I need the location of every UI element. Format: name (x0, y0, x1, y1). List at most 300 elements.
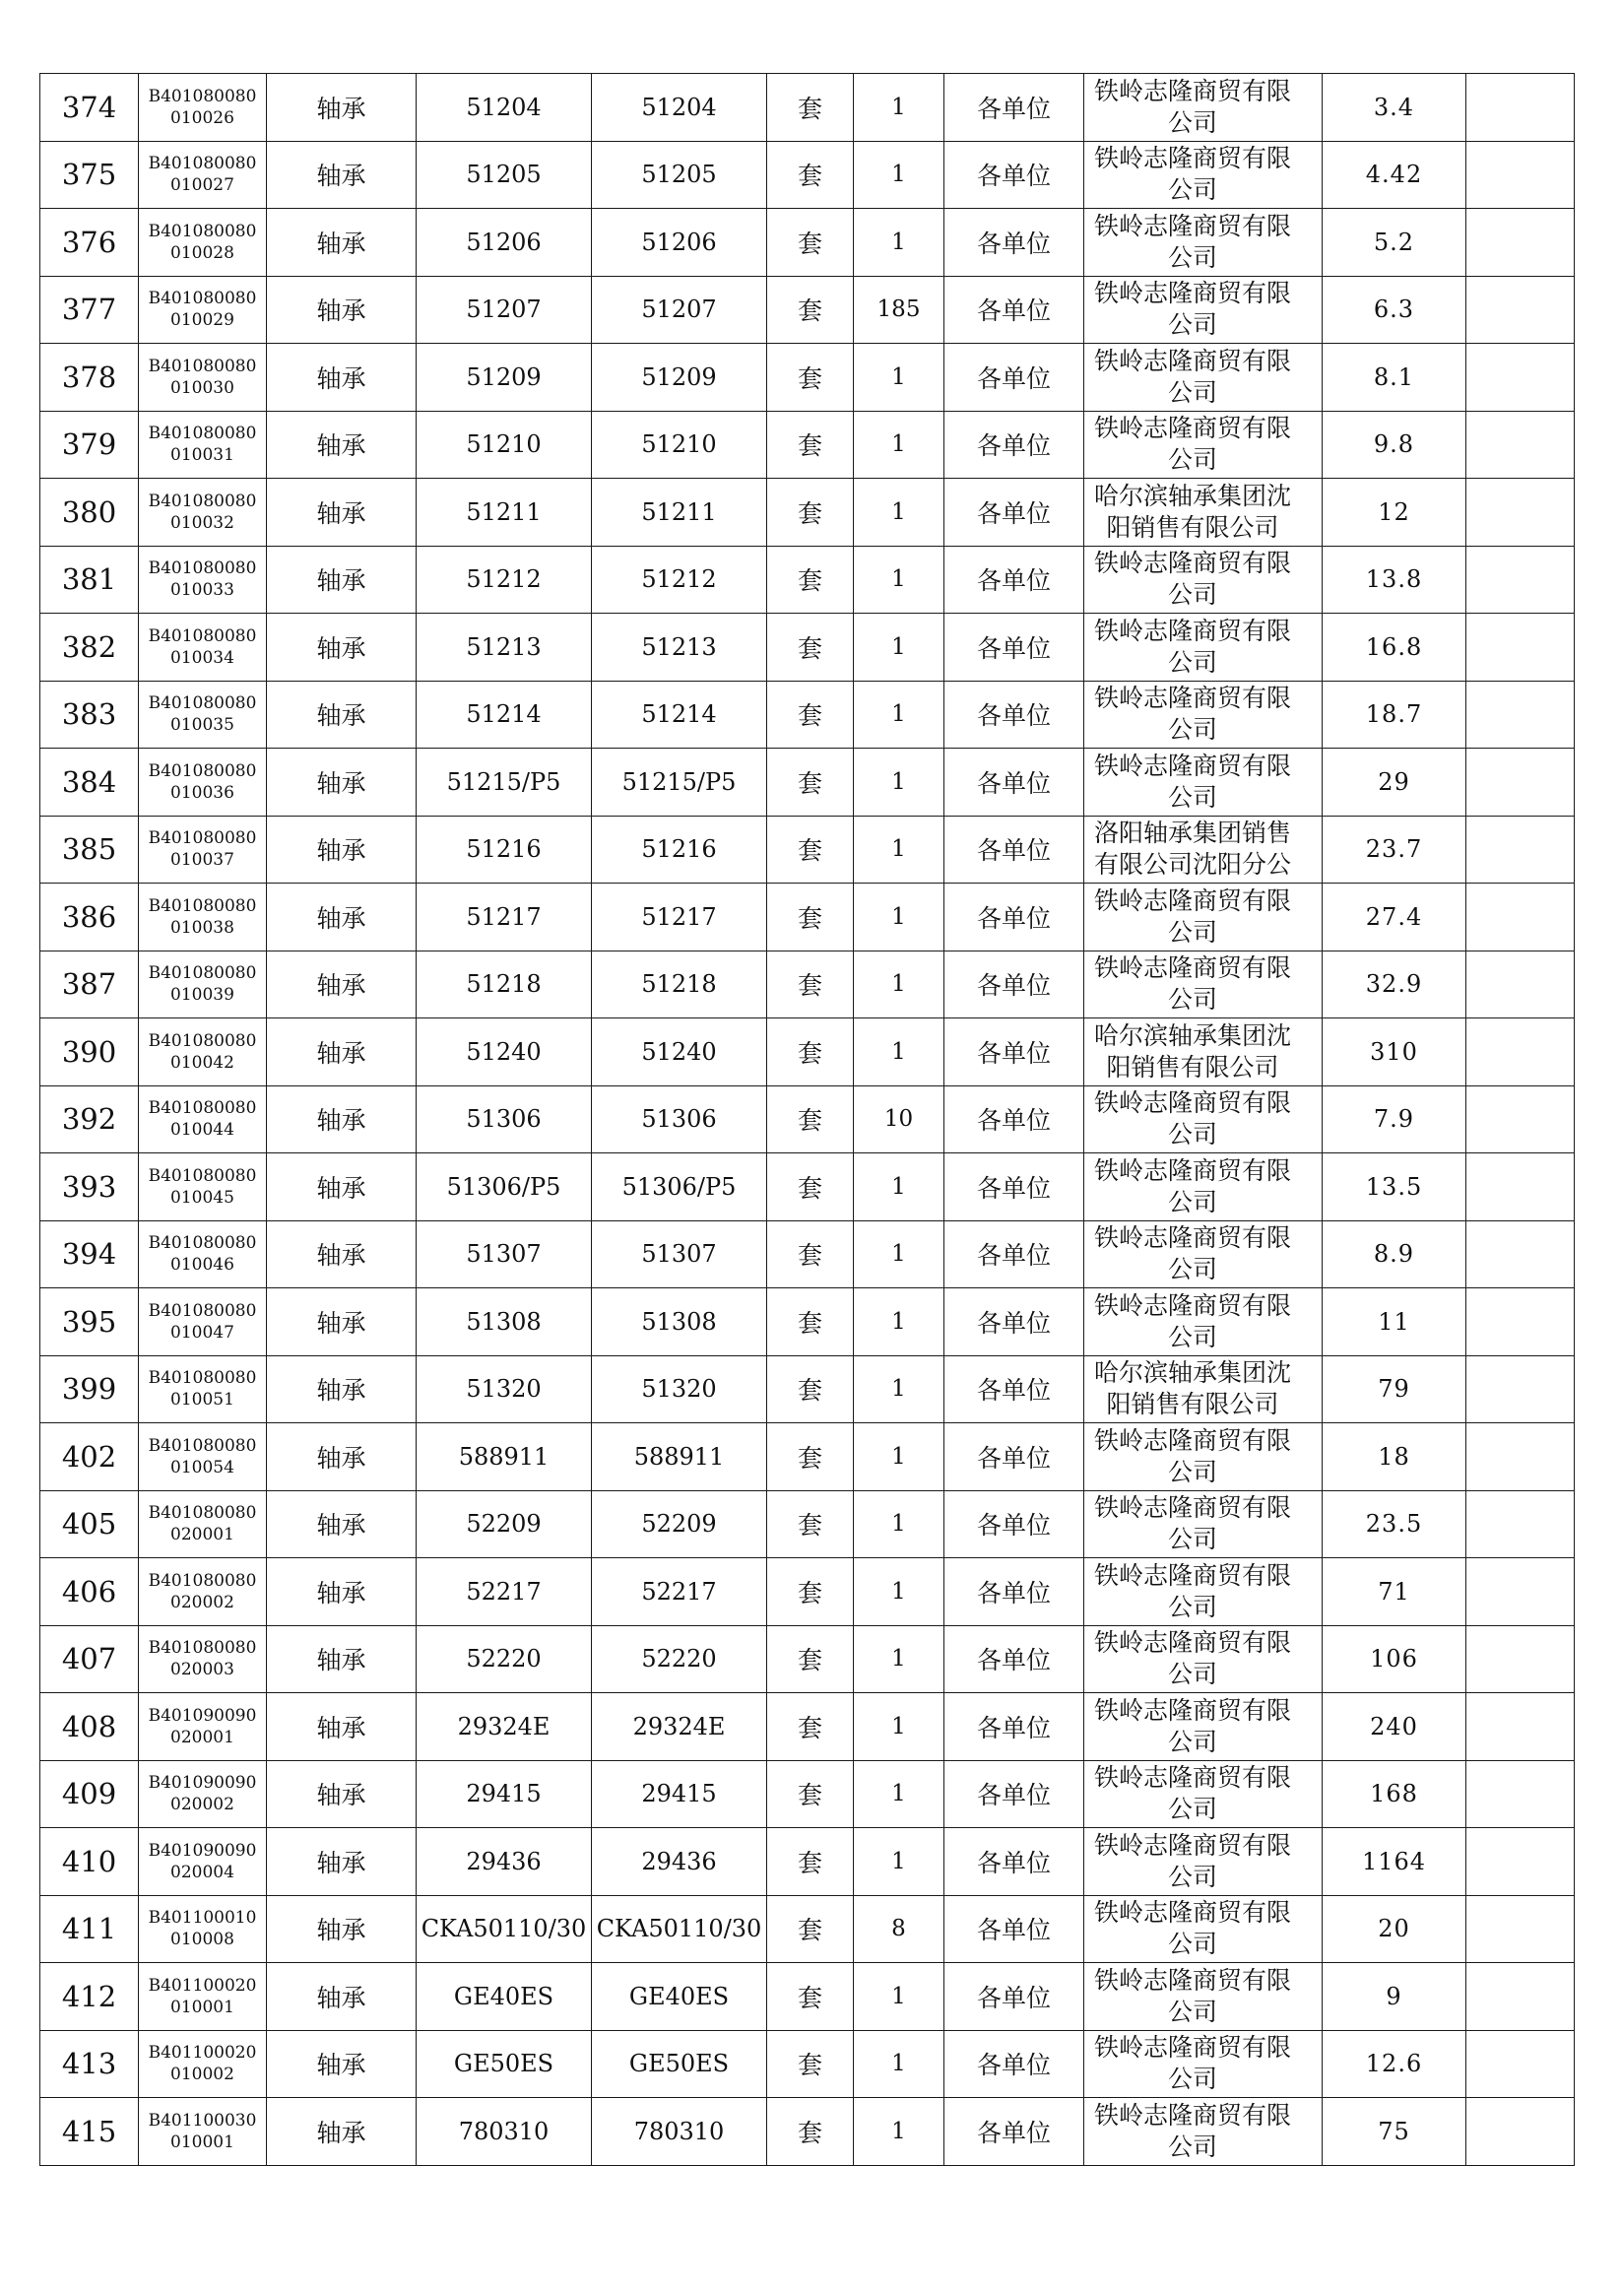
material-code-part: B401080080 (148, 963, 257, 984)
supplier-name: 铁岭志隆商贸有限公司 (1093, 1830, 1291, 1891)
unit-cell: 套 (767, 816, 854, 884)
quantity-cell: 1 (854, 141, 944, 209)
material-code-part: B401100020 (148, 2043, 257, 2064)
material-code-cell (139, 951, 267, 1018)
price-cell: 13.5 (1323, 1153, 1466, 1221)
model-cell: GE50ES (417, 2030, 592, 2098)
serial-number-cell: 399 (40, 1355, 139, 1423)
quantity-cell: 1 (854, 1693, 944, 1761)
department-cell: 各单位 (944, 209, 1084, 277)
material-code-cell (139, 411, 267, 479)
department-cell: 各单位 (944, 1490, 1084, 1558)
material-code-part: B401080080 (148, 491, 257, 511)
material-name-cell: 轴承 (267, 1355, 417, 1423)
material-code-cell (139, 141, 267, 209)
material-code-part: B401080080 (148, 1165, 257, 1186)
table-row (40, 749, 1575, 817)
material-code-cell (139, 479, 267, 547)
supplier-cell (1084, 1693, 1323, 1761)
price-cell: 8.1 (1323, 344, 1466, 412)
table-row (40, 276, 1575, 344)
serial-number-cell: 382 (40, 614, 139, 682)
quantity-cell: 10 (854, 1085, 944, 1153)
department-cell: 各单位 (944, 1693, 1084, 1761)
quantity-cell: 185 (854, 276, 944, 344)
material-code-part: 010038 (170, 917, 234, 938)
table-row (40, 344, 1575, 412)
material-code-part: B401080080 (148, 1233, 257, 1254)
material-name-cell: 轴承 (267, 1963, 417, 2031)
spec-cell: 51308 (592, 1288, 767, 1356)
quantity-cell: 1 (854, 681, 944, 749)
supplier-name: 铁岭志隆商贸有限公司 (1093, 1763, 1291, 1824)
supplier-name: 铁岭志隆商贸有限公司 (1093, 549, 1291, 610)
material-code-part: B401080080 (148, 1503, 257, 1524)
price-cell: 71 (1323, 1558, 1466, 1626)
material-code-part: 010001 (170, 1997, 234, 2017)
price-cell: 12 (1323, 479, 1466, 547)
unit-cell: 套 (767, 614, 854, 682)
supplier-cell (1084, 1288, 1323, 1356)
supplier-name: 铁岭志隆商贸有限公司 (1093, 616, 1291, 677)
supplier-cell (1084, 1558, 1323, 1626)
note-cell (1466, 411, 1575, 479)
spec-cell: 51307 (592, 1220, 767, 1288)
quantity-cell: 1 (854, 1963, 944, 2031)
supplier-cell (1084, 411, 1323, 479)
note-cell (1466, 1558, 1575, 1626)
department-cell: 各单位 (944, 1288, 1084, 1356)
department-cell: 各单位 (944, 411, 1084, 479)
material-code-cell (139, 1220, 267, 1288)
price-cell: 8.9 (1323, 1220, 1466, 1288)
unit-cell: 套 (767, 344, 854, 412)
table-row (40, 74, 1575, 142)
supplier-cell (1084, 2098, 1323, 2166)
department-cell: 各单位 (944, 1220, 1084, 1288)
quantity-cell: 8 (854, 1895, 944, 1963)
material-code-part: B401100030 (148, 2110, 257, 2131)
department-cell: 各单位 (944, 749, 1084, 817)
quantity-cell: 1 (854, 1558, 944, 1626)
supplier-name: 铁岭志隆商贸有限公司 (1093, 1425, 1291, 1486)
unit-cell: 套 (767, 1828, 854, 1896)
price-cell: 240 (1323, 1693, 1466, 1761)
material-code-part: B401080080 (148, 424, 257, 444)
material-name-cell: 轴承 (267, 1490, 417, 1558)
table-row (40, 479, 1575, 547)
supplier-name: 哈尔滨轴承集团沈阳销售有限公司 (1093, 1020, 1291, 1082)
material-name-cell: 轴承 (267, 546, 417, 614)
model-cell: GE40ES (417, 1963, 592, 2031)
unit-cell: 套 (767, 479, 854, 547)
department-cell: 各单位 (944, 1558, 1084, 1626)
serial-number-cell: 413 (40, 2030, 139, 2098)
table-row (40, 614, 1575, 682)
serial-number-cell: 381 (40, 546, 139, 614)
note-cell (1466, 951, 1575, 1018)
model-cell: 51308 (417, 1288, 592, 1356)
spec-cell: 51217 (592, 884, 767, 951)
quantity-cell: 1 (854, 749, 944, 817)
unit-cell: 套 (767, 1490, 854, 1558)
table-row (40, 951, 1575, 1018)
material-code-part: 010031 (170, 445, 234, 466)
unit-cell: 套 (767, 681, 854, 749)
supplier-name: 铁岭志隆商贸有限公司 (1093, 1088, 1291, 1149)
serial-number-cell: 374 (40, 74, 139, 142)
material-name-cell: 轴承 (267, 276, 417, 344)
supplier-cell (1084, 141, 1323, 209)
serial-number-cell: 405 (40, 1490, 139, 1558)
material-name-cell: 轴承 (267, 1693, 417, 1761)
serial-number-cell: 386 (40, 884, 139, 951)
spec-cell: 51214 (592, 681, 767, 749)
material-code-part: B401080080 (148, 289, 257, 309)
department-cell: 各单位 (944, 1963, 1084, 2031)
quantity-cell: 1 (854, 1018, 944, 1086)
supplier-name: 铁岭志隆商贸有限公司 (1093, 1223, 1291, 1284)
model-cell: 51306 (417, 1085, 592, 1153)
spec-cell: 51306 (592, 1085, 767, 1153)
note-cell (1466, 1423, 1575, 1491)
price-cell: 29 (1323, 749, 1466, 817)
material-code-part: 010034 (170, 647, 234, 668)
note-cell (1466, 681, 1575, 749)
material-name-cell: 轴承 (267, 614, 417, 682)
material-code-cell (139, 276, 267, 344)
material-code-part: B401100010 (148, 1908, 257, 1929)
department-cell: 各单位 (944, 1085, 1084, 1153)
supplier-cell (1084, 1355, 1323, 1423)
material-code-part: 010046 (170, 1255, 234, 1276)
supplier-name: 铁岭志隆商贸有限公司 (1093, 1493, 1291, 1554)
material-code-part: B401080080 (148, 1570, 257, 1591)
price-cell: 79 (1323, 1355, 1466, 1423)
note-cell (1466, 1828, 1575, 1896)
unit-cell: 套 (767, 884, 854, 951)
supplier-name: 铁岭志隆商贸有限公司 (1093, 2100, 1291, 2161)
note-cell (1466, 1693, 1575, 1761)
department-cell: 各单位 (944, 2098, 1084, 2166)
serial-number-cell: 376 (40, 209, 139, 277)
note-cell (1466, 141, 1575, 209)
material-code-cell (139, 1828, 267, 1896)
supplier-cell (1084, 546, 1323, 614)
model-cell: 51211 (417, 479, 592, 547)
material-code-part: 020001 (170, 1727, 234, 1747)
unit-cell: 套 (767, 1085, 854, 1153)
material-name-cell: 轴承 (267, 479, 417, 547)
spec-cell: 52220 (592, 1625, 767, 1693)
department-cell: 各单位 (944, 74, 1084, 142)
unit-cell: 套 (767, 1693, 854, 1761)
note-cell (1466, 1760, 1575, 1828)
material-code-part: 010027 (170, 175, 234, 196)
table-row (40, 1423, 1575, 1491)
spec-cell: 51306/P5 (592, 1153, 767, 1221)
quantity-cell: 1 (854, 1423, 944, 1491)
department-cell: 各单位 (944, 1423, 1084, 1491)
note-cell (1466, 816, 1575, 884)
quantity-cell: 1 (854, 209, 944, 277)
supplier-cell (1084, 1220, 1323, 1288)
department-cell: 各单位 (944, 816, 1084, 884)
material-code-cell (139, 1693, 267, 1761)
price-cell: 18 (1323, 1423, 1466, 1491)
serial-number-cell: 377 (40, 276, 139, 344)
price-cell: 16.8 (1323, 614, 1466, 682)
model-cell: 51212 (417, 546, 592, 614)
supplier-cell (1084, 1963, 1323, 2031)
material-code-part: 010039 (170, 985, 234, 1006)
supplier-name: 铁岭志隆商贸有限公司 (1093, 1898, 1291, 1959)
supplier-name: 铁岭志隆商贸有限公司 (1093, 1965, 1291, 2026)
material-code-part: B401080080 (148, 221, 257, 241)
serial-number-cell: 394 (40, 1220, 139, 1288)
price-cell: 9 (1323, 1963, 1466, 2031)
material-code-part: 010037 (170, 850, 234, 871)
material-code-part: 010002 (170, 2065, 234, 2085)
model-cell: 51205 (417, 141, 592, 209)
spec-cell: 51206 (592, 209, 767, 277)
material-code-part: B401100020 (148, 1975, 257, 1996)
table-row (40, 1963, 1575, 2031)
quantity-cell: 1 (854, 2098, 944, 2166)
price-cell: 106 (1323, 1625, 1466, 1693)
table-row (40, 1355, 1575, 1423)
serial-number-cell: 380 (40, 479, 139, 547)
unit-cell: 套 (767, 1760, 854, 1828)
model-cell: 51217 (417, 884, 592, 951)
note-cell (1466, 209, 1575, 277)
quantity-cell: 1 (854, 2030, 944, 2098)
table-row (40, 1693, 1575, 1761)
table-row (40, 1288, 1575, 1356)
material-name-cell: 轴承 (267, 1018, 417, 1086)
material-name-cell: 轴承 (267, 344, 417, 412)
model-cell: 29415 (417, 1760, 592, 1828)
material-name-cell: 轴承 (267, 681, 417, 749)
department-cell: 各单位 (944, 546, 1084, 614)
model-cell: 51206 (417, 209, 592, 277)
material-name-cell: 轴承 (267, 2030, 417, 2098)
supplier-cell (1084, 1490, 1323, 1558)
supplier-cell (1084, 2030, 1323, 2098)
price-cell: 13.8 (1323, 546, 1466, 614)
note-cell (1466, 1355, 1575, 1423)
price-cell: 18.7 (1323, 681, 1466, 749)
supplier-name: 铁岭志隆商贸有限公司 (1093, 76, 1291, 137)
unit-cell: 套 (767, 546, 854, 614)
material-code-part: B401090090 (148, 1773, 257, 1794)
table-row (40, 141, 1575, 209)
unit-cell: 套 (767, 1625, 854, 1693)
unit-cell: 套 (767, 1423, 854, 1491)
spec-cell: 588911 (592, 1423, 767, 1491)
material-name-cell: 轴承 (267, 1828, 417, 1896)
material-code-part: B401090090 (148, 1840, 257, 1861)
material-code-cell (139, 546, 267, 614)
price-cell: 20 (1323, 1895, 1466, 1963)
model-cell: 52217 (417, 1558, 592, 1626)
quantity-cell: 1 (854, 74, 944, 142)
note-cell (1466, 749, 1575, 817)
supplier-name: 铁岭志隆商贸有限公司 (1093, 1155, 1291, 1216)
material-code-part: B401080080 (148, 1300, 257, 1321)
spec-cell: 29324E (592, 1693, 767, 1761)
spec-cell: 51212 (592, 546, 767, 614)
supplier-cell (1084, 1895, 1323, 1963)
material-code-cell (139, 1558, 267, 1626)
spec-cell: 29436 (592, 1828, 767, 1896)
spec-cell: 51209 (592, 344, 767, 412)
spec-cell: 51204 (592, 74, 767, 142)
supplier-name: 哈尔滨轴承集团沈阳销售有限公司 (1093, 481, 1291, 542)
material-code-part: B401080080 (148, 1368, 257, 1389)
model-cell: 51216 (417, 816, 592, 884)
price-cell: 168 (1323, 1760, 1466, 1828)
material-name-cell: 轴承 (267, 2098, 417, 2166)
spec-cell: 51320 (592, 1355, 767, 1423)
price-cell: 310 (1323, 1018, 1466, 1086)
note-cell (1466, 884, 1575, 951)
material-code-cell (139, 1153, 267, 1221)
model-cell: 52209 (417, 1490, 592, 1558)
supplier-cell (1084, 1828, 1323, 1896)
serial-number-cell: 375 (40, 141, 139, 209)
supplier-name: 铁岭志隆商贸有限公司 (1093, 211, 1291, 272)
table-row (40, 1895, 1575, 1963)
model-cell: 51240 (417, 1018, 592, 1086)
model-cell: 51207 (417, 276, 592, 344)
quantity-cell: 1 (854, 479, 944, 547)
unit-cell: 套 (767, 1895, 854, 1963)
supplier-cell (1084, 1423, 1323, 1491)
department-cell: 各单位 (944, 951, 1084, 1018)
price-cell: 9.8 (1323, 411, 1466, 479)
price-cell: 4.42 (1323, 141, 1466, 209)
spec-cell: 51218 (592, 951, 767, 1018)
quantity-cell: 1 (854, 816, 944, 884)
serial-number-cell: 384 (40, 749, 139, 817)
price-cell: 5.2 (1323, 209, 1466, 277)
material-name-cell: 轴承 (267, 1153, 417, 1221)
supplier-name: 铁岭志隆商贸有限公司 (1093, 279, 1291, 340)
unit-cell: 套 (767, 2030, 854, 2098)
material-code-cell (139, 74, 267, 142)
department-cell: 各单位 (944, 276, 1084, 344)
unit-cell: 套 (767, 1153, 854, 1221)
department-cell: 各单位 (944, 681, 1084, 749)
supplier-name: 铁岭志隆商贸有限公司 (1093, 1560, 1291, 1621)
note-cell (1466, 1490, 1575, 1558)
note-cell (1466, 1220, 1575, 1288)
table-row (40, 884, 1575, 951)
department-cell: 各单位 (944, 1625, 1084, 1693)
quantity-cell: 1 (854, 614, 944, 682)
department-cell: 各单位 (944, 479, 1084, 547)
unit-cell: 套 (767, 74, 854, 142)
model-cell: 29324E (417, 1693, 592, 1761)
quantity-cell: 1 (854, 546, 944, 614)
material-code-cell (139, 681, 267, 749)
note-cell (1466, 1153, 1575, 1221)
serial-number-cell: 402 (40, 1423, 139, 1491)
table-row (40, 2030, 1575, 2098)
serial-number-cell: 393 (40, 1153, 139, 1221)
supplier-cell (1084, 951, 1323, 1018)
spec-cell: CKA50110/30 (592, 1895, 767, 1963)
material-code-cell (139, 344, 267, 412)
material-code-part: 010008 (170, 1930, 234, 1950)
table-row (40, 546, 1575, 614)
department-cell: 各单位 (944, 141, 1084, 209)
material-name-cell: 轴承 (267, 1288, 417, 1356)
price-cell: 12.6 (1323, 2030, 1466, 2098)
note-cell (1466, 74, 1575, 142)
serial-number-cell: 412 (40, 1963, 139, 2031)
table-body (40, 74, 1575, 2166)
unit-cell: 套 (767, 1963, 854, 2031)
quantity-cell: 1 (854, 1828, 944, 1896)
price-cell: 6.3 (1323, 276, 1466, 344)
material-name-cell: 轴承 (267, 209, 417, 277)
material-code-part: 020001 (170, 1525, 234, 1545)
material-code-part: 010042 (170, 1052, 234, 1073)
model-cell: 51210 (417, 411, 592, 479)
material-code-part: 020003 (170, 1660, 234, 1680)
unit-cell: 套 (767, 1355, 854, 1423)
supplier-name: 铁岭志隆商贸有限公司 (1093, 1695, 1291, 1756)
price-list-table (39, 73, 1575, 2166)
table-row (40, 411, 1575, 479)
note-cell (1466, 1288, 1575, 1356)
material-code-cell (139, 1895, 267, 1963)
unit-cell: 套 (767, 141, 854, 209)
department-cell: 各单位 (944, 1153, 1084, 1221)
serial-number-cell: 390 (40, 1018, 139, 1086)
model-cell: 52220 (417, 1625, 592, 1693)
material-code-part: 010045 (170, 1187, 234, 1208)
table-row (40, 1018, 1575, 1086)
table-row (40, 1085, 1575, 1153)
table-row (40, 1220, 1575, 1288)
serial-number-cell: 407 (40, 1625, 139, 1693)
note-cell (1466, 1625, 1575, 1693)
unit-cell: 套 (767, 1558, 854, 1626)
supplier-name: 铁岭志隆商贸有限公司 (1093, 346, 1291, 407)
quantity-cell: 1 (854, 1625, 944, 1693)
note-cell (1466, 2030, 1575, 2098)
serial-number-cell: 385 (40, 816, 139, 884)
supplier-cell (1084, 1625, 1323, 1693)
material-code-part: B401080080 (148, 1030, 257, 1051)
material-name-cell: 轴承 (267, 74, 417, 142)
supplier-name: 哈尔滨轴承集团沈阳销售有限公司 (1093, 1358, 1291, 1419)
material-code-part: 010044 (170, 1120, 234, 1141)
model-cell: 51306/P5 (417, 1153, 592, 1221)
note-cell (1466, 1018, 1575, 1086)
quantity-cell: 1 (854, 1355, 944, 1423)
material-code-part: 010033 (170, 580, 234, 601)
supplier-cell (1084, 344, 1323, 412)
note-cell (1466, 344, 1575, 412)
department-cell: 各单位 (944, 1895, 1084, 1963)
model-cell: 588911 (417, 1423, 592, 1491)
table-row (40, 1760, 1575, 1828)
spec-cell: 51205 (592, 141, 767, 209)
